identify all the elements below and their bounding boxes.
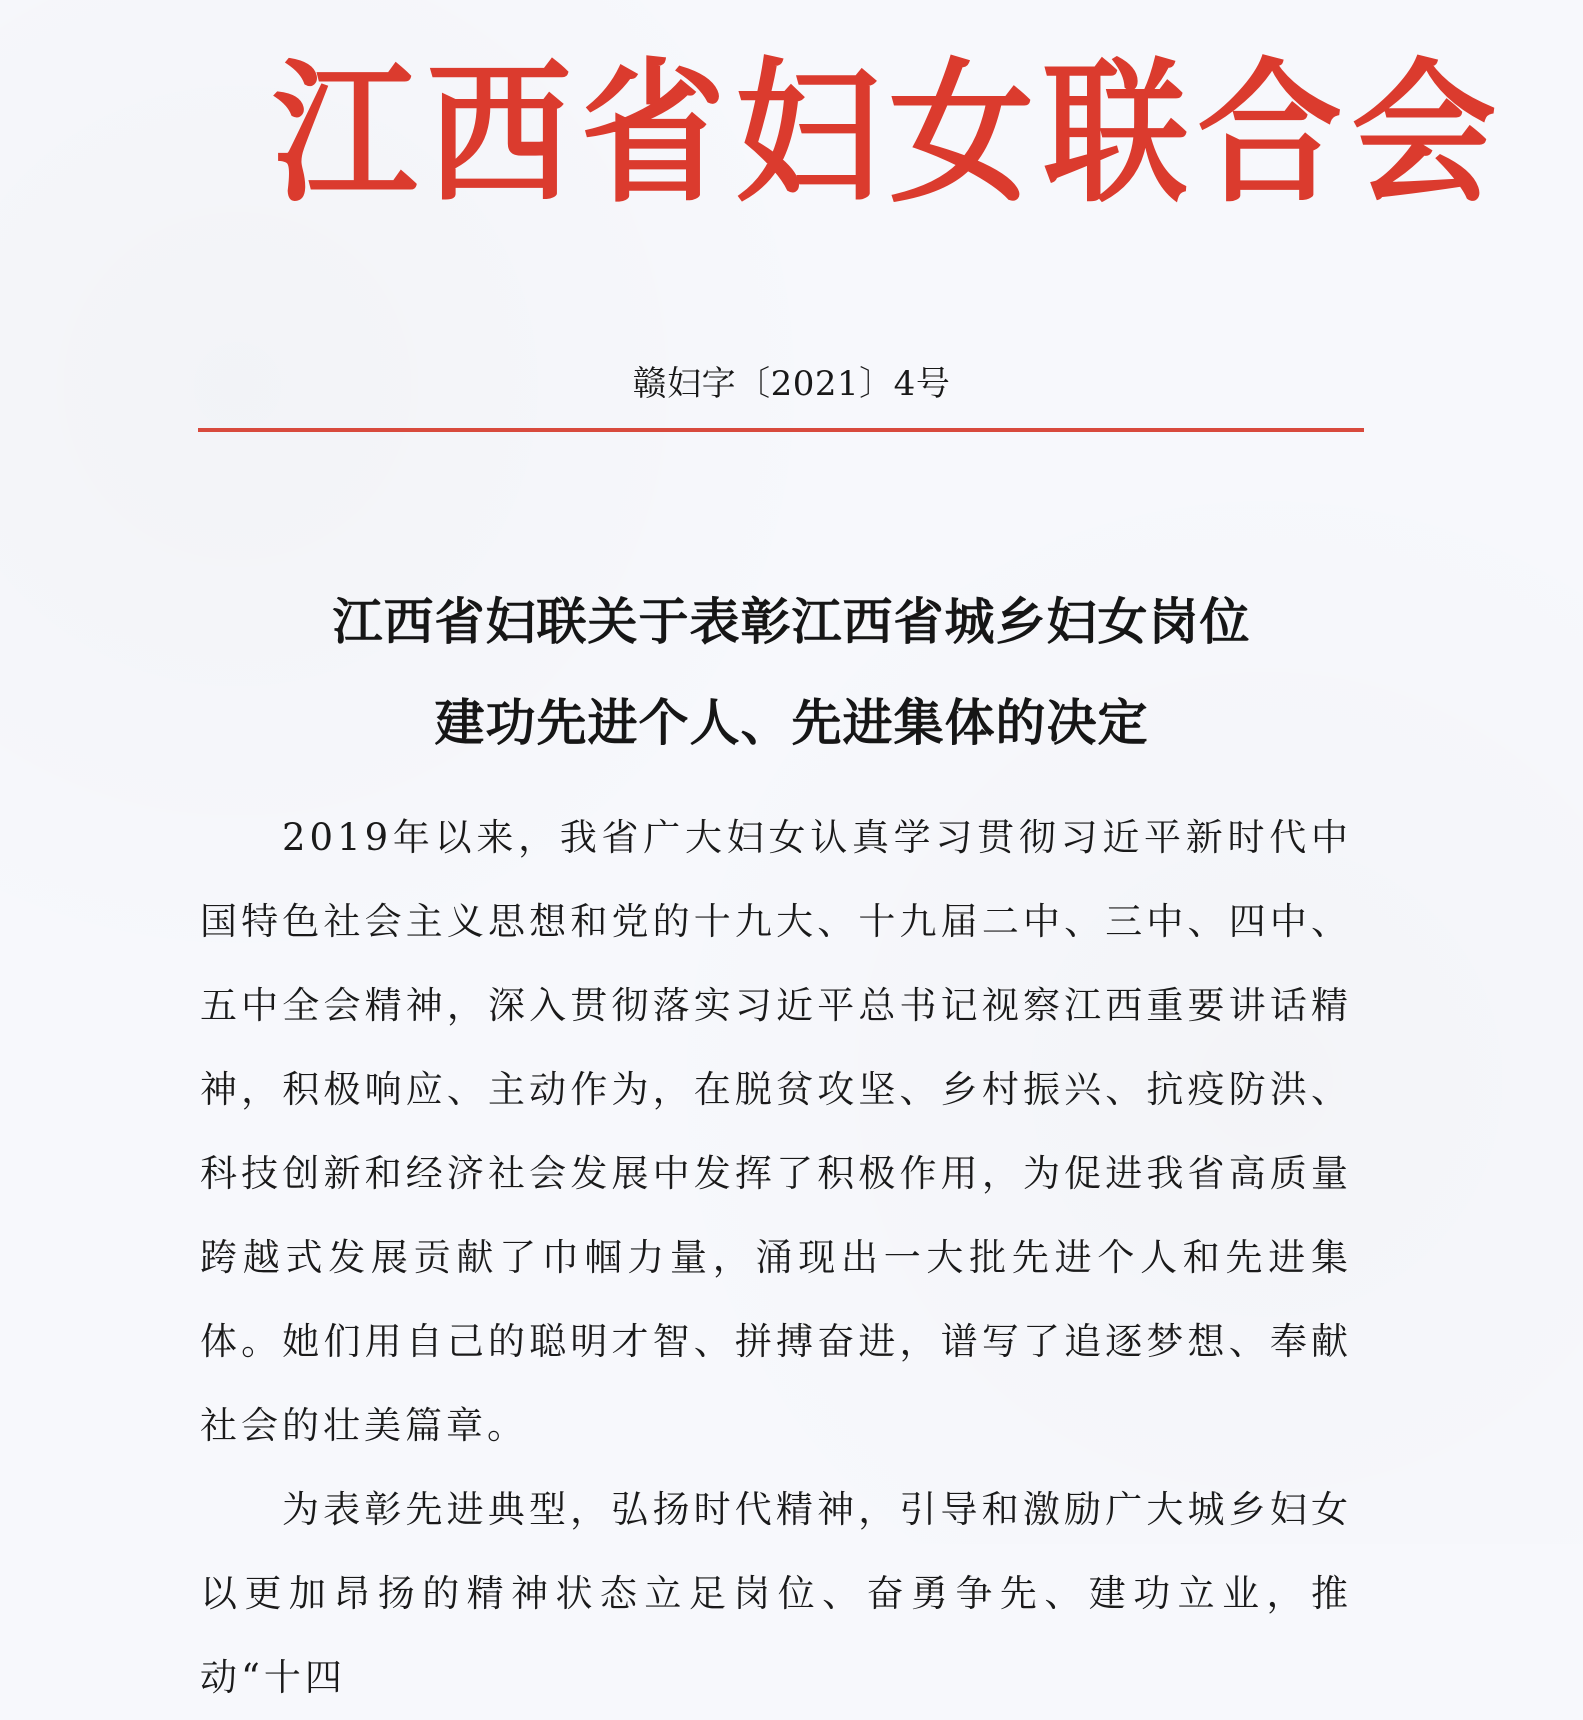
document-title-line-1: 江西省妇联关于表彰江西省城乡妇女岗位: [332, 592, 1251, 651]
document-body: [200, 796, 1352, 1720]
letterhead-red-rule: [198, 428, 1364, 432]
document-title-line-2: 建功先进个人、先进集体的决定: [434, 693, 1149, 752]
body-paragraph-2: 为表彰先进典型，弘扬时代精神，引导和激励广大城乡妇女以更加昂扬的精神状态立足岗位、奋勇争先、建功立业，推动“十四: [200, 1488, 1352, 1699]
body-paragraph-1: 2019年以来，我省广大妇女认真学习贯彻习近平新时代中国特色社会主义思想和党的十九大、十九届二中、三中、四中、五中全会精神，深入贯彻落实习近平总书记视察江西重要讲话精神，积极响应、主动作为，在脱贫攻坚、乡村振兴、抗疫防洪、科技创新和经济社会发展中发挥了积极作用，为促进我省高质量跨越式发展贡献了巾帼力量，涌现出一大批先进个人和先进集体。她们用自己的聪明才智、拼搏奋进，谱写了追逐梦想、奉献社会的壮美篇章。: [200, 816, 1352, 1447]
document-number: 赣妇字〔2021〕4号: [632, 364, 951, 404]
letterhead-org-name: 江西省妇女联合会: [272, 45, 1506, 224]
